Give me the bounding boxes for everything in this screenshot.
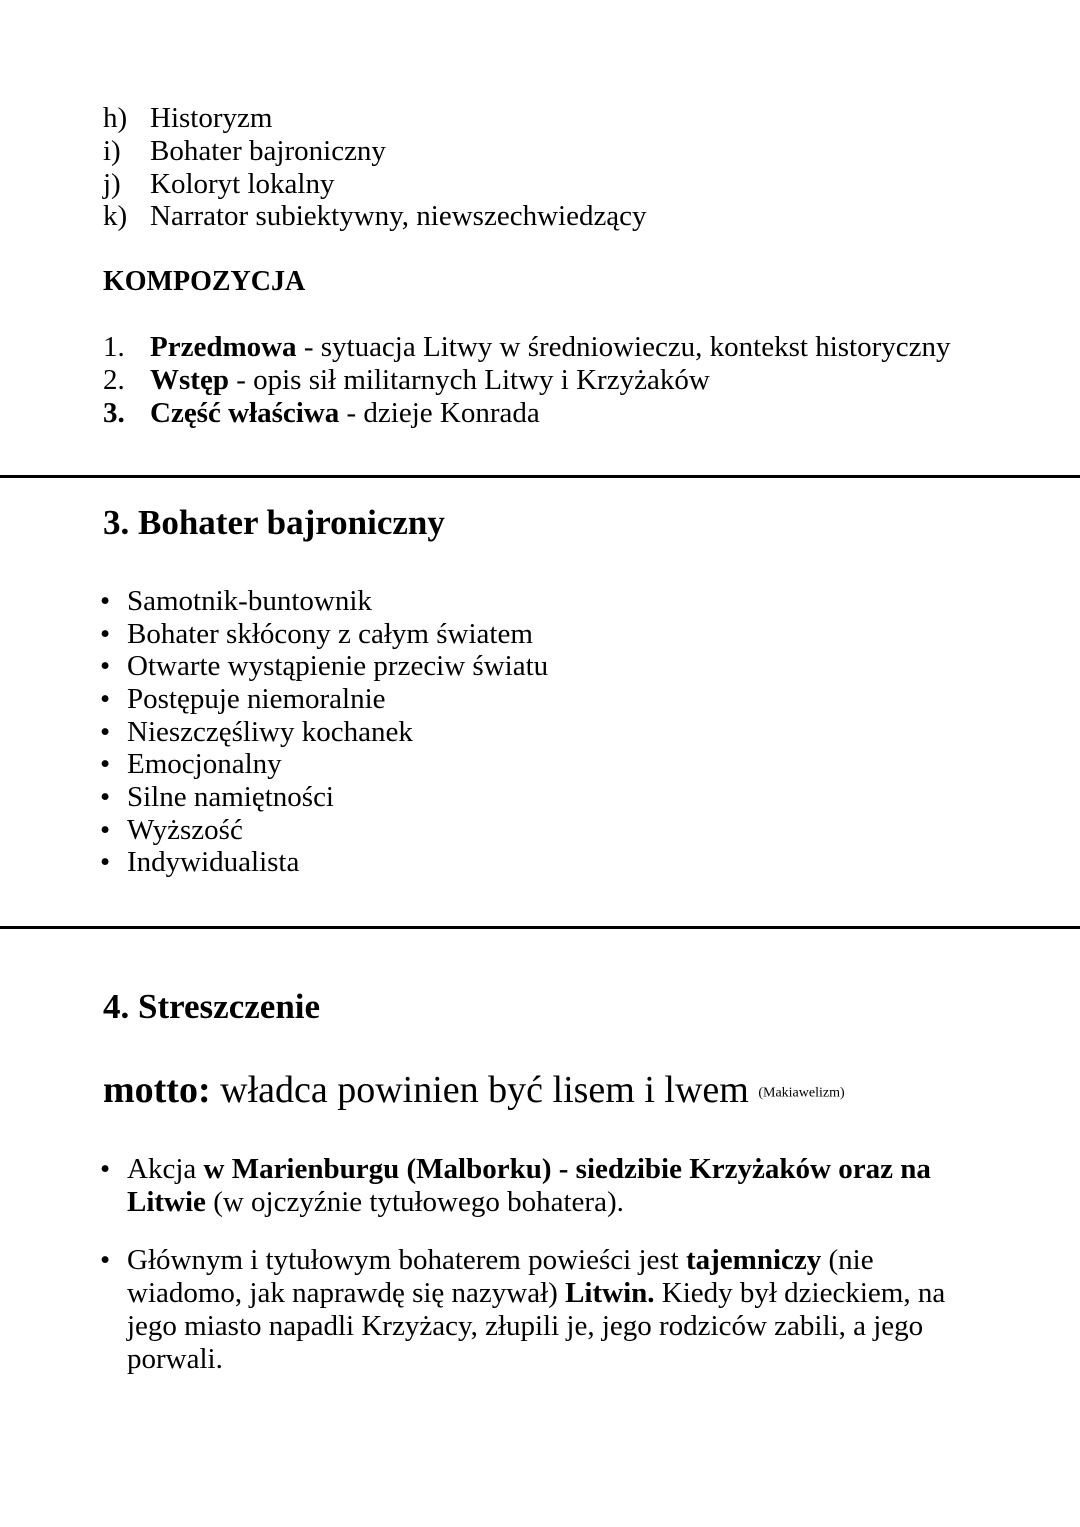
- list-item-text: [150, 331, 951, 364]
- text-run: (nie wiadomo, jak naprawdę się nazywał): [127, 1244, 874, 1309]
- bullet-icon: •: [100, 1153, 111, 1185]
- bullet-icon: •: [100, 1244, 111, 1276]
- bullet-icon: •: [100, 683, 111, 715]
- motto-label: motto:: [103, 1069, 211, 1111]
- motto: [103, 1068, 845, 1115]
- bullet-icon: •: [100, 814, 111, 846]
- list-marker: i): [103, 135, 121, 167]
- motto-text: władca powinien być lisem i lwem: [210, 1069, 759, 1111]
- list-item-text: Emocjonalny: [127, 748, 282, 780]
- summary-paragraph: [127, 1244, 957, 1376]
- list-item-text: Bohater bajroniczny: [150, 135, 386, 167]
- term: Część właściwa: [150, 397, 340, 429]
- list-marker: h): [103, 102, 128, 134]
- list-item-text: Koloryt lokalny: [150, 168, 335, 200]
- list-marker: j): [103, 168, 121, 200]
- term: Wstęp: [150, 364, 229, 396]
- list-item-text: Bohater skłócony z całym światem: [127, 618, 533, 650]
- list-item-text: Narrator subiektywny, niewszechwiedzący: [150, 200, 647, 232]
- section-heading: 3. Bohater bajroniczny: [103, 503, 445, 542]
- bullet-icon: •: [100, 716, 111, 748]
- text-run: Głównym i tytułowym bohaterem powieści jest: [127, 1244, 686, 1276]
- composition-heading: KOMPOZYCJA: [103, 266, 306, 297]
- list-item-text: Otwarte wystąpienie przeciw światu: [127, 650, 549, 682]
- text-run: Akcja: [127, 1153, 204, 1185]
- term: Przedmowa: [150, 331, 297, 363]
- list-item-text: Historyzm: [150, 102, 273, 134]
- list-marker: 1.: [103, 331, 125, 363]
- text-run-bold: Litwin.: [565, 1277, 655, 1309]
- list-item-text: [150, 364, 710, 397]
- bullet-icon: •: [100, 846, 111, 878]
- motto-note: (Makiawelizm): [758, 1085, 845, 1101]
- bullet-icon: •: [100, 618, 111, 650]
- list-marker: 2.: [103, 364, 125, 396]
- section-heading: 4. Streszczenie: [103, 987, 321, 1026]
- section-divider: [0, 926, 1080, 929]
- bullet-icon: •: [100, 650, 111, 682]
- list-item-text: Samotnik-buntownik: [127, 585, 372, 617]
- text-run-bold: w Marienburgu (Malborku) - siedzibie Krzyżaków oraz na Litwie: [127, 1153, 931, 1218]
- bullet-icon: •: [100, 781, 111, 813]
- description: - dzieje Konrada: [339, 397, 540, 429]
- list-item-text: Wyższość: [127, 814, 243, 846]
- list-item-text: Postępuje niemoralnie: [127, 683, 386, 715]
- text-run: (w ojczyźnie tytułowego bohatera).: [205, 1186, 624, 1218]
- list-marker: 3.: [103, 397, 125, 429]
- summary-paragraph: [127, 1153, 957, 1219]
- list-item-text: Silne namiętności: [127, 781, 334, 813]
- list-item-text: [150, 397, 540, 430]
- list-marker: k): [103, 200, 128, 232]
- list-item-text: Nieszczęśliwy kochanek: [127, 716, 413, 748]
- description: - opis sił militarnych Litwy i Krzyżaków: [228, 364, 710, 396]
- text-run: Kiedy był dzieckiem, na jego miasto napadli Krzyżacy, złupili je, jego rodziców zabili, a jego porwali.: [127, 1277, 946, 1375]
- bullet-icon: •: [100, 748, 111, 780]
- description: - sytuacja Litwy w średniowieczu, kontekst historyczny: [296, 331, 951, 363]
- bullet-icon: •: [100, 585, 111, 617]
- list-item-text: Indywidualista: [127, 846, 300, 878]
- text-run-bold: tajemniczy: [685, 1244, 822, 1276]
- section-divider: [0, 475, 1080, 478]
